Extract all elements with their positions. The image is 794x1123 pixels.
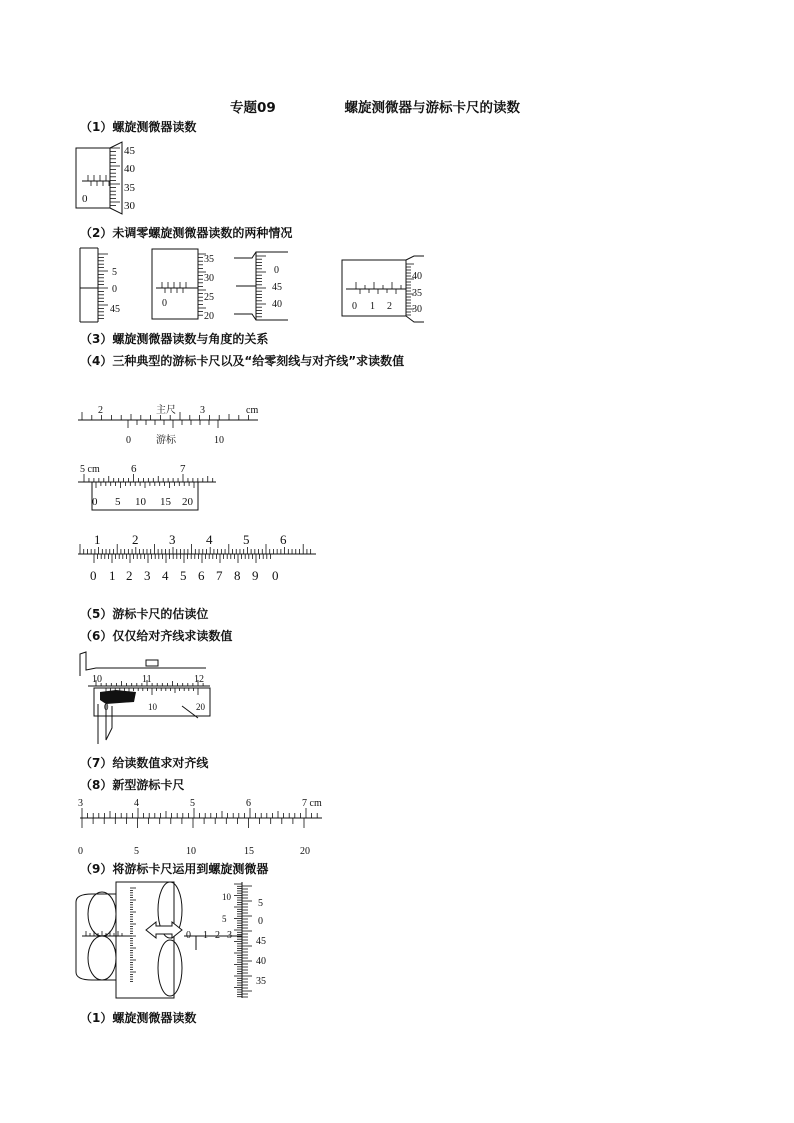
- f2d-label-1: 1: [370, 301, 375, 312]
- c3-vern-0: 0: [90, 568, 97, 583]
- section-heading-5: （5）游标卡尺的估读位: [80, 607, 209, 621]
- f9-vern-5: 5: [222, 914, 227, 924]
- f2d-label-35: 35: [412, 288, 422, 299]
- page-title: [230, 96, 520, 116]
- c3-main-4: 4: [206, 532, 213, 547]
- c3-vern-5: 5: [180, 568, 187, 583]
- f2c-label-45: 45: [272, 282, 282, 293]
- vernier-caliper-3: [76, 530, 326, 586]
- c3-vern-1: 1: [109, 568, 116, 583]
- vernier-caliper-1: [78, 400, 268, 450]
- f9-left-2: 2: [215, 930, 220, 941]
- c8-vern-20: 20: [300, 846, 310, 857]
- c1-vern-label: 游标: [156, 435, 176, 446]
- c3-vern-7: 7: [216, 568, 223, 583]
- c3-main-6: 6: [280, 532, 287, 547]
- title-topic: 专题09: [230, 100, 276, 116]
- c6-main-12: 12: [194, 674, 204, 685]
- micrometer-figure-2a: [76, 246, 136, 324]
- c1-vern-0: 0: [126, 435, 131, 446]
- vernier-micrometer-figure-9: [72, 880, 282, 1002]
- c3-vern-10: 0: [272, 568, 279, 583]
- f9-vern-10: 10: [222, 892, 231, 902]
- c8-vern-5: 5: [134, 846, 139, 857]
- f9-right-5: 5: [258, 898, 263, 909]
- vernier-caliper-2: [76, 460, 226, 512]
- f2c-label-0: 0: [274, 265, 279, 276]
- c8-vern-15: 15: [244, 846, 254, 857]
- micrometer-figure-1: [74, 140, 144, 216]
- section-heading-8: （8）新型游标卡尺: [80, 778, 185, 792]
- f9-right-45: 45: [256, 936, 266, 947]
- f9-right-0: 0: [258, 916, 263, 927]
- f2a-label-5: 5: [112, 267, 117, 278]
- f2d-label-0: 0: [352, 301, 357, 312]
- c3-main-5: 5: [243, 532, 250, 547]
- micrometer-figure-2c: [232, 246, 302, 324]
- c3-vern-4: 4: [162, 568, 169, 583]
- c3-vern-9: 9: [252, 568, 259, 583]
- c8-main-3: 3: [78, 798, 83, 809]
- c2-vern-20: 20: [182, 496, 193, 508]
- c1-main-2: 2: [98, 405, 103, 416]
- f1-label-40: 40: [124, 163, 135, 175]
- c3-main-1: 1: [94, 532, 101, 547]
- c6-vern-20: 20: [196, 702, 205, 712]
- f9-left-0: 0: [186, 930, 191, 941]
- f2b-label-35: 35: [204, 254, 214, 265]
- c6-vern-0: 0: [104, 702, 109, 712]
- f2d-label-2: 2: [387, 301, 392, 312]
- vernier-caliper-6: [76, 648, 216, 746]
- f1-label-35: 35: [124, 182, 135, 194]
- f2d-label-40: 40: [412, 271, 422, 282]
- c8-main-5: 5: [190, 798, 195, 809]
- f2b-label-0: 0: [162, 298, 167, 309]
- f2c-label-40: 40: [272, 299, 282, 310]
- vernier-caliper-8: [78, 796, 338, 858]
- f9-right-35: 35: [256, 976, 266, 987]
- c1-vern-10: 10: [214, 435, 224, 446]
- f1-label-0: 0: [82, 193, 88, 205]
- c2-vern-15: 15: [160, 496, 171, 508]
- c1-main-cm: cm: [246, 405, 259, 416]
- section-heading-1: （1）螺旋测微器读数: [80, 120, 197, 134]
- f9-right-40: 40: [256, 956, 266, 967]
- c8-vern-10: 10: [186, 846, 196, 857]
- f2b-label-30: 30: [204, 273, 214, 284]
- c8-vern-0: 0: [78, 846, 83, 857]
- micrometer-figure-2d: [332, 254, 432, 326]
- micrometer-figure-2b: [144, 246, 234, 324]
- section-heading-7: （7）给读数值求对齐线: [80, 756, 209, 770]
- c8-main-6: 6: [246, 798, 251, 809]
- f9-left-1: 1: [203, 930, 208, 941]
- f2a-label-45: 45: [110, 304, 120, 315]
- c6-vern-10: 10: [148, 702, 157, 712]
- c6-main-10: 10: [92, 674, 102, 685]
- c8-main-4: 4: [134, 798, 139, 809]
- section-heading-2: （2）未调零螺旋测微器读数的两种情况: [80, 226, 293, 240]
- c2-main-6: 6: [131, 463, 137, 475]
- f9-left-3: 3: [227, 930, 232, 941]
- c3-vern-8: 8: [234, 568, 241, 583]
- title-name: 螺旋测微器与游标卡尺的读数: [344, 100, 520, 116]
- f1-label-30: 30: [124, 200, 135, 212]
- f2d-label-30: 30: [412, 304, 422, 315]
- c2-main-7: 7: [180, 463, 186, 475]
- f2a-label-0: 0: [112, 284, 117, 295]
- c8-main-7cm: 7 cm: [302, 798, 322, 809]
- f2b-label-25: 25: [204, 292, 214, 303]
- c1-main-label: 主尺: [156, 405, 176, 416]
- c3-vern-6: 6: [198, 568, 205, 583]
- c2-main-5cm: 5 cm: [80, 464, 100, 475]
- section-heading-9: （9）将游标卡尺运用到螺旋测微器: [80, 862, 269, 876]
- c2-vern-10: 10: [135, 496, 146, 508]
- f2b-label-20: 20: [204, 311, 214, 322]
- f1-label-45: 45: [124, 145, 135, 157]
- c3-vern-2: 2: [126, 568, 133, 583]
- section-heading-4: （4）三种典型的游标卡尺以及“给零刻线与对齐线”求读数值: [80, 354, 405, 368]
- c3-main-3: 3: [169, 532, 176, 547]
- c2-vern-0: 0: [92, 496, 98, 508]
- c2-vern-5: 5: [115, 496, 121, 508]
- c1-main-3: 3: [200, 405, 205, 416]
- section-heading-10: （1）螺旋测微器读数: [80, 1011, 197, 1025]
- c3-vern-3: 3: [144, 568, 151, 583]
- c3-main-2: 2: [132, 532, 139, 547]
- section-heading-3: （3）螺旋测微器读数与角度的关系: [80, 332, 269, 346]
- c6-main-11: 11: [142, 674, 152, 685]
- section-heading-6: （6）仅仅给对齐线求读数值: [80, 629, 233, 643]
